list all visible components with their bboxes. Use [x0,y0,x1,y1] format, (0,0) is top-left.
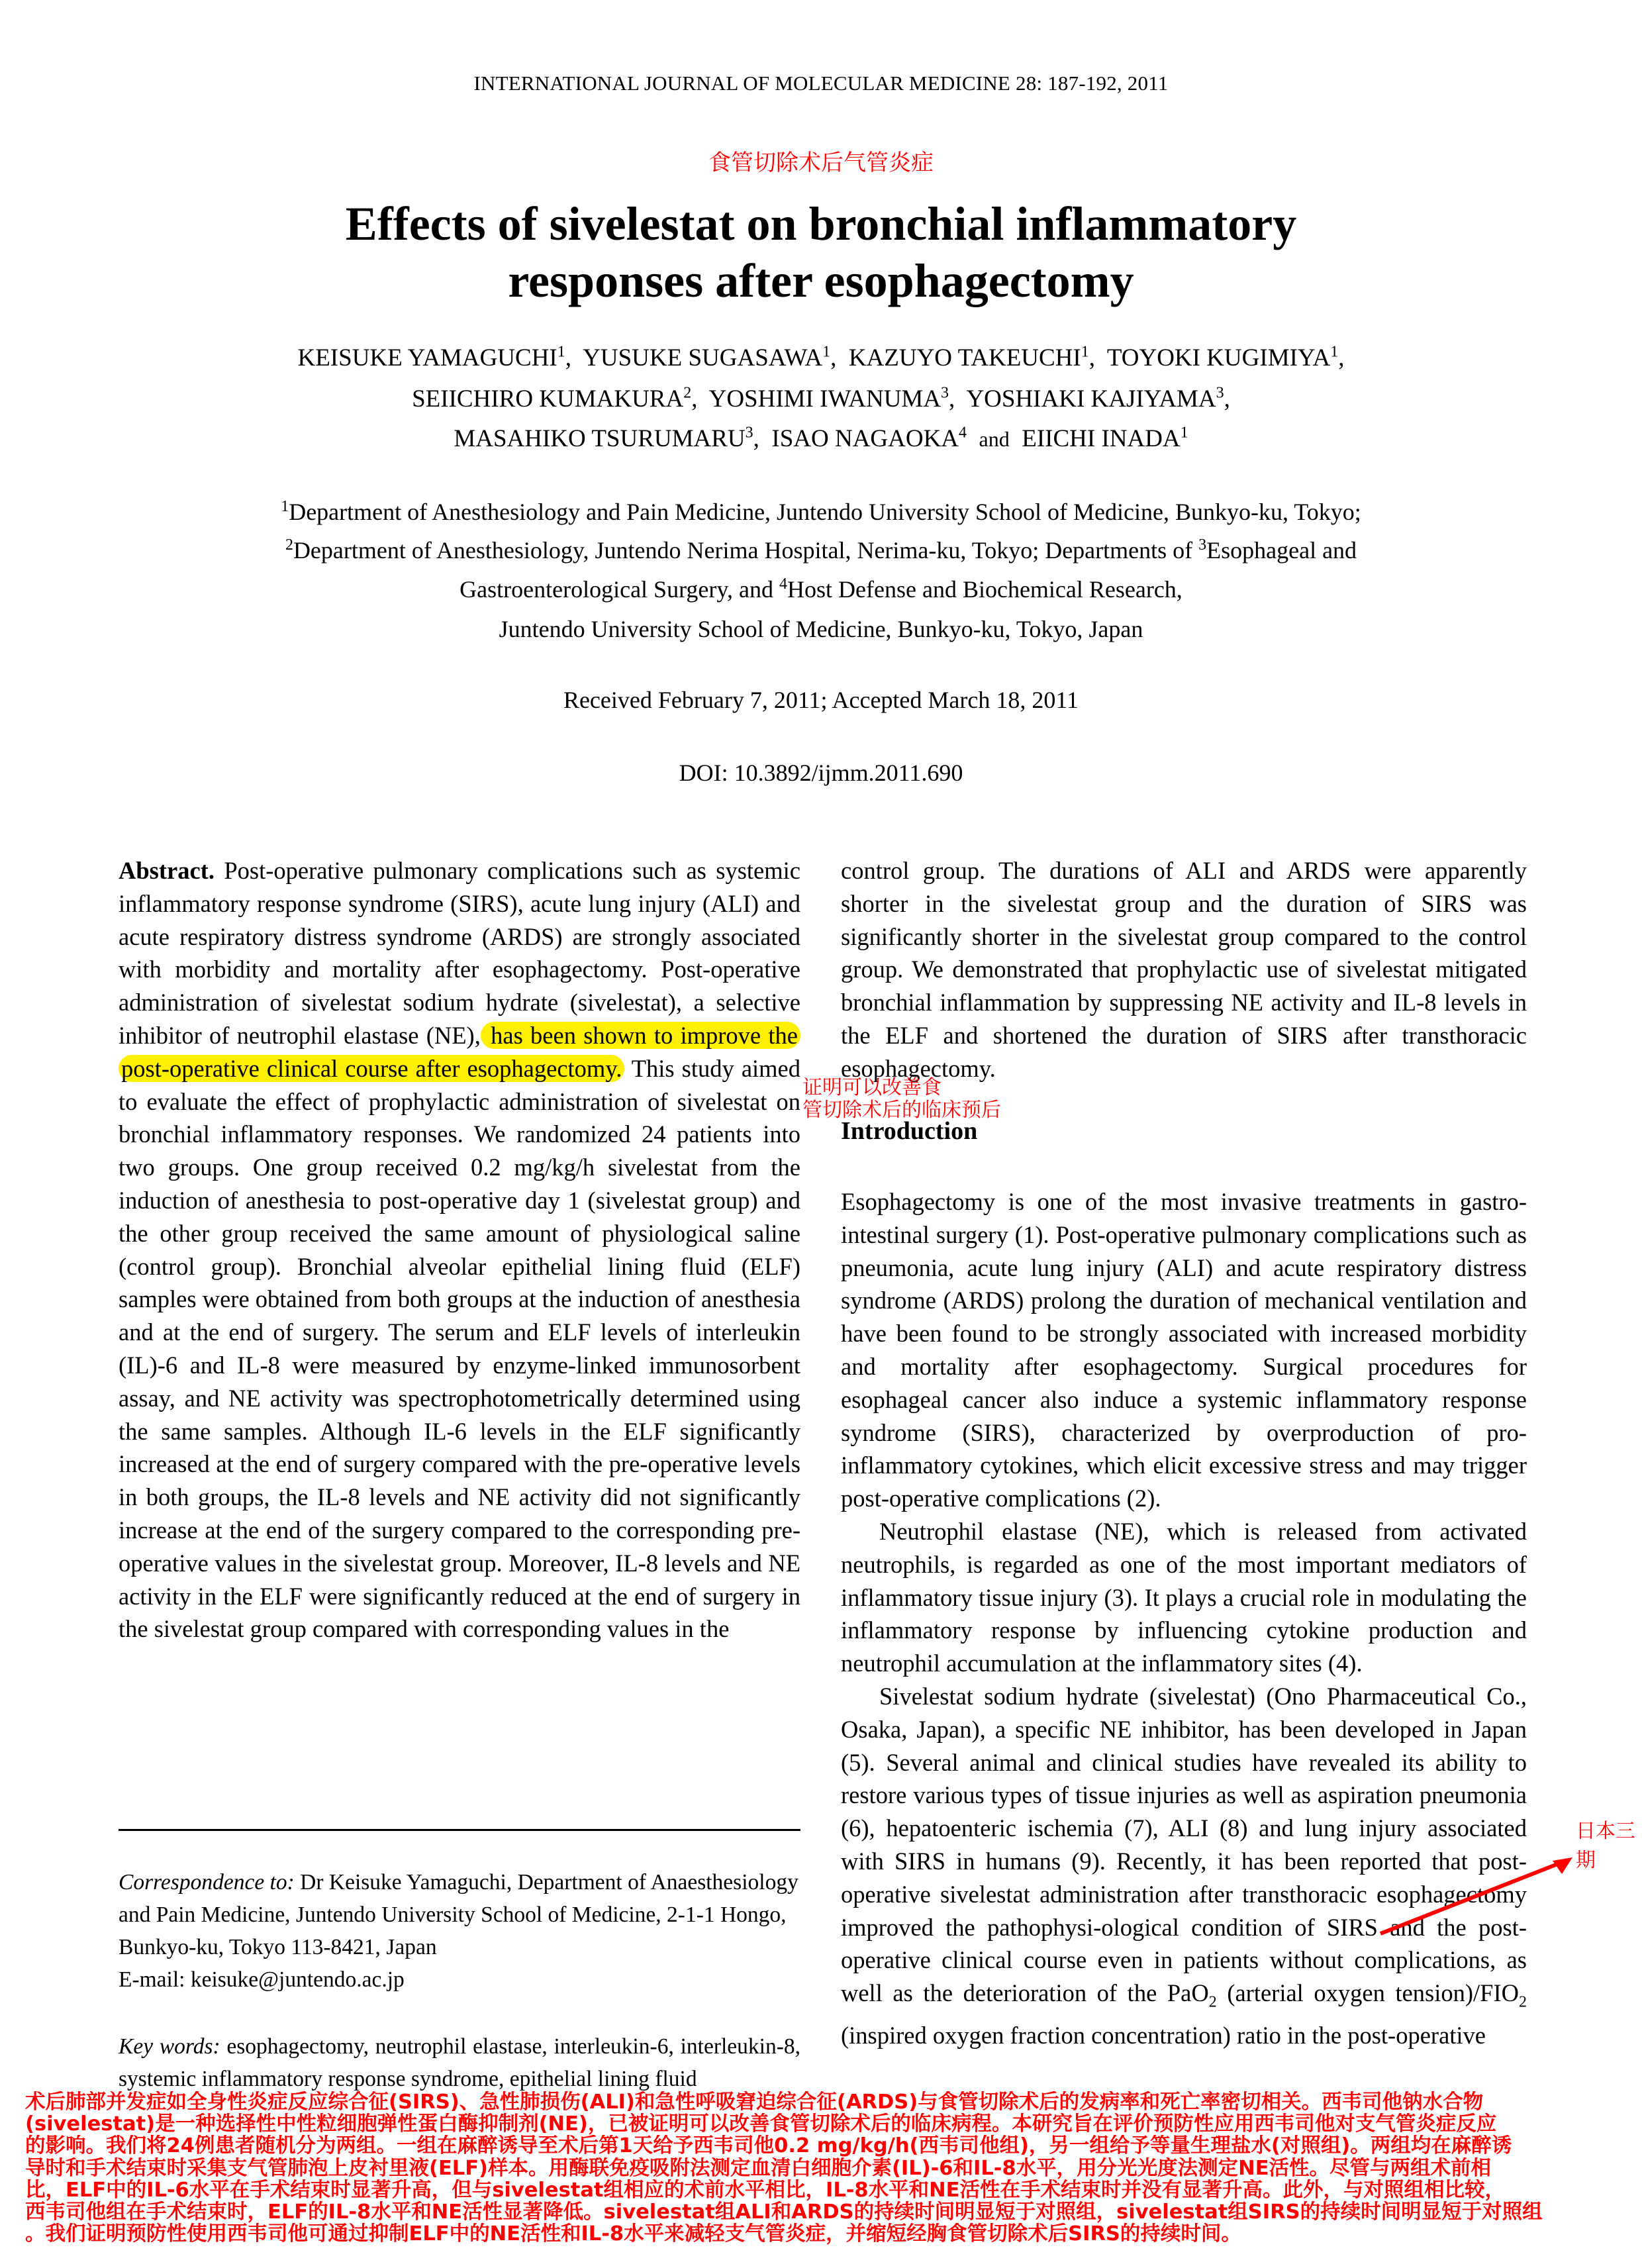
abstract-right-column [841,854,1527,1085]
paragraph-text: (inspired oxygen fraction concentration) ratio in the post-operative [841,2022,1486,2049]
author-name: MASAHIKO TSURUMARU [454,425,746,452]
chinese-highlight-note [802,1077,1054,1122]
author-affiliation-mark: 4 [959,424,967,442]
author-name: KEISUKE YAMAGUCHI [297,344,557,371]
translation-line: (sivelestat)是一种选择性中性粒细胞弹性蛋白酶抑制剂(NE)，已被证明可以改善食管切除术后的临床病程。本研究旨在评价预防性应用西韦司他对支气管炎症反应 [25,2113,1497,2136]
author-affiliation-mark: 1 [1081,343,1089,361]
subscript: 2 [1208,1993,1217,2011]
affiliation-text: Esophageal and [1206,537,1357,564]
subscript: 2 [1519,1993,1527,2011]
affiliation-mark: 1 [281,498,289,515]
keywords-footnote [119,2030,800,2095]
affiliation-line-3 [0,573,1642,606]
abstract-continued: control group. The durations of ALI and ARDS were apparently shorter in the sivelestat group and the duration of SIRS was significantly shorter in the sivelestat group compared to the control group. We demonstrated that prophylactic use of sivelestat mitigated bronchial inflammation by suppressing NE activity and IL-8 levels in the ELF and shortened the duration of SIRS after transthoracic esophagectomy. [841,857,1527,1082]
author-affiliation-mark: 3 [1216,384,1224,402]
affiliation-mark: 3 [1198,536,1207,554]
author-affiliation-mark: 1 [1180,424,1188,442]
translation-line: 的影响。我们将24例患者随机分为两组。一组在麻醉诱导至术后第1天给予西韦司他0.2 mg/kg/h(西韦司他组)，另一组给予等量生理盐水(对照组)。两组均在麻醉诱 [25,2135,1512,2157]
author-affiliation-mark: 2 [683,384,692,402]
author-conjunction: and [979,427,1010,451]
chinese-abstract-translation [25,2091,1627,2245]
abstract-left-column [119,854,800,1646]
translation-line: 术后肺部并发症如全身性炎症反应综合征(SIRS)、急性肺损伤(ALI)和急性呼吸窘迫综合征(ARDS)与食管切除术后的发病率和死亡率密切相关。西韦司他钠水合物 [25,2091,1484,2114]
author-name: KAZUYO TAKEUCHI [848,344,1081,371]
affiliation-text: Department of Anesthesiology and Pain Medicine, Juntendo University School of Medicine, Bunkyo-ku, Tokyo; [289,499,1361,525]
author-name: YOSHIMI IWANUMA [708,385,942,413]
chinese-japan-phase-note: 日本三期 [1576,1820,1635,1872]
note-line: 证明可以改善食 [802,1076,942,1099]
author-affiliation-mark: 1 [1330,343,1339,361]
affiliation-mark: 2 [285,536,293,554]
abstract-label: Abstract. [119,857,215,884]
author-name: SEIICHIRO KUMAKURA [412,385,684,413]
annotation-arrow-icon [1374,1854,1586,1940]
keywords-text: esophagectomy, neutrophil elastase, interleukin-6, interleukin-8, systemic inflammatory response syndrome, epithelial lining fluid [119,2034,800,2091]
translation-line: 比，ELF中的IL-6水平在手术结束时显著升高，但与sivelestat组相应的术前水平相比，IL-8水平和NE活性在手术结束时并没有显著升高。此外，与对照组相比较， [25,2179,1505,2202]
correspondence-label: Correspondence to: [119,1870,295,1895]
keywords-label: Key words: [119,2034,220,2059]
author-name: ISAO NAGAOKA [771,425,959,452]
paragraph-text: Sivelestat sodium hydrate (sivelestat) (Ono Pharmaceutical Co., Osaka, Japan), a specific NE inhibitor, has been developed in Japan (5). Several animal and clinical studies have revealed its ability to restore various types of tissue injuries as well as aspiration pneumonia (6), hepatoenteric ischemia (7), ALI (8) and lung injury associated with SIRS in humans (9). Recently, it has been reported that post-operative sivelestat administration after transthoracic esophagectomy improved the pathophysi-ological condition of SIRS and the post-operative clinical course even in patients without complications, as well as the deterioration of the PaO [841,1682,1527,2007]
introduction-paragraph-2: Neutrophil elastase (NE), which is released from activated neutrophils, is regarded as one of the most important mediators of inflammatory tissue injury (3). It plays a crucial role in modulating the inflammatory response by influencing cytokine production and neutrophil accumulation at the inflammatory sites (4). [841,1517,1527,1677]
abstract-text: This study aimed to evaluate the effect of prophylactic administration of sivelestat on bronchial inflammatory responses. We randomized 24 patients into two groups. One group received 0.2 mg/kg/h sivelestat from the induction of anesthesia to post-operative day 1 (sivelestat group) and the other group received the same amount of physiological saline (control group). Bronchial alveolar epithelial lining fluid (ELF) samples were obtained from both groups at the induction of anesthesia and at the end of surgery. The serum and ELF levels of interleukin (IL)-6 and IL-8 were measured by enzyme-linked immunosorbent assay, and NE activity was spectrophotometrically determined using the same samples. Although IL-6 levels in the ELF significantly increased at the end of surgery compared with the pre-operative levels in both groups, the IL-8 levels and NE activity did not significantly increase at the end of the surgery compared to the corresponding pre-operative values in the sivelestat group. Moreover, IL-8 levels and NE activity in the ELF were significantly reduced at the end of surgery in the sivelestat group compared with corresponding values in the [119,1054,800,1643]
affiliation-mark: 4 [779,575,788,593]
correspondence-footnote [119,1866,800,1996]
received-accepted-dates: Received February 7, 2011; Accepted March 18, 2011 [563,687,1079,713]
highlighted-text: has been shown to improve the post-operative clinical course after esophagectomy. [119,1022,800,1082]
affiliation-text: Department of Anesthesiology, Juntendo Nerima Hospital, Nerima-ku, Tokyo; Departments of [293,537,1199,564]
correspondence-address: Dr Keisuke Yamaguchi, Department of Anaesthesiology and Pain Medicine, Juntendo University School of Medicine, 2-1-1 Hongo, Bunkyo-ku, Tokyo 113-8421, Japan [119,1870,798,1959]
translation-line: 。我们证明预防性使用西韦司他可通过抑制ELF中的NE活性和IL-8水平来减轻支气管炎症，并缩短经胸食管切除术后SIRS的持续时间。 [25,2223,1241,2245]
affiliation-line-4: Juntendo University School of Medicine, Bunkyo-ku, Tokyo, Japan [499,616,1143,642]
article-title-line-2: responses after esophagectomy [508,254,1134,307]
author-list-line-1: KEISUKE YAMAGUCHI$^1$, YUSUKE SUGASAWA$^1$, KAZUYO TAKEUCHI$^1$, TOYOKI KUGIMIYA$^1$, [297,343,1345,371]
author-name: YUSUKE SUGASAWA [583,344,823,371]
correspondence-email[interactable]: E-mail: keisuke@juntendo.ac.jp [119,1967,405,1992]
author-affiliation-mark: 3 [745,424,753,442]
author-name: TOYOKI KUGIMIYA [1106,344,1331,371]
abstract-text: Post-operative pulmonary complications such as systemic inflammatory response syndrome (SIRS), acute lung injury (ALI) and acute respiratory distress syndrome (ARDS) are strongly associated with morbidity and mortality after esophagectomy. Post-operative administration of sivelestat sodium hydrate (sivelestat), a selective inhibitor of neutrophil elastase (NE), [119,857,800,1049]
affiliation-text: Gastroenterological Surgery, and [459,576,780,603]
article-title-line-1: Effects of sivelestat on bronchial inflammatory [345,197,1297,250]
journal-running-header: INTERNATIONAL JOURNAL OF MOLECULAR MEDICINE 28: 187-192, 2011 [473,72,1169,95]
note-line: 管切除术后的临床预后 [802,1099,1001,1122]
affiliation-line-2 [0,534,1642,567]
author-affiliation-mark: 1 [822,343,831,361]
introduction-heading: Introduction [841,1117,978,1145]
abstract-paragraph [119,854,800,1646]
chinese-annotation-subtitle: 食管切除术后气管炎症 [708,150,934,176]
author-affiliation-mark: 3 [941,384,949,402]
doi[interactable]: DOI: 10.3892/ijmm.2011.690 [679,760,963,786]
affiliation-text: Host Defense and Biochemical Research, [787,576,1183,603]
author-name: YOSHIAKI KAJIYAMA [966,385,1216,413]
paragraph-text: (arterial oxygen tension)/FIO [1216,1979,1519,2007]
translation-line: 西韦司他组在手术结束时，ELF的IL-8水平和NE活性显著降低。sivelestat组ALI和ARDS的持续时间明显短于对照组，sivelestat组SIRS的持续时间明显短于对照组 [25,2201,1543,2224]
author-name: EIICHI INADA [1022,425,1181,452]
author-affiliation-mark: 1 [557,343,565,361]
affiliation-line-1 [0,495,1642,528]
author-list-line-3: MASAHIKO TSURUMARU$^3$, ISAO NAGAOKA$^4$ and EIICHI INADA$^1$ [454,424,1188,452]
introduction-paragraph-1: Esophagectomy is one of the most invasive treatments in gastro-intestinal surgery (1). Post-operative pulmonary complications such as pneumonia, acute lung injury (ALI) and acute respiratory distress syndrome (ARDS) prolong the duration of mechanical ventilation and have been found to be strongly associated with increased morbidity and mortality after esophagectomy. Surgical procedures for esophageal cancer also induce a systemic inflammatory response syndrome (SIRS), characterized by overproduction of pro-inflammatory cytokines, which elicit excessive stress and may trigger post-operative complications (2). [841,1188,1527,1512]
author-list-line-2: SEIICHIRO KUMAKURA$^2$, YOSHIMI IWANUMA$^3$, YOSHIAKI KAJIYAMA$^3$, [412,384,1230,413]
arrow-shaft [1380,1861,1566,1934]
translation-line: 导时和手术结束时采集支气管肺泡上皮衬里液(ELF)样本。用酶联免疫吸附法测定血清白细胞介素(IL)-6和IL-8水平，用分光光度法测定NE活性。尽管与两组术前相 [25,2157,1492,2179]
footnote-divider [119,1829,800,1831]
